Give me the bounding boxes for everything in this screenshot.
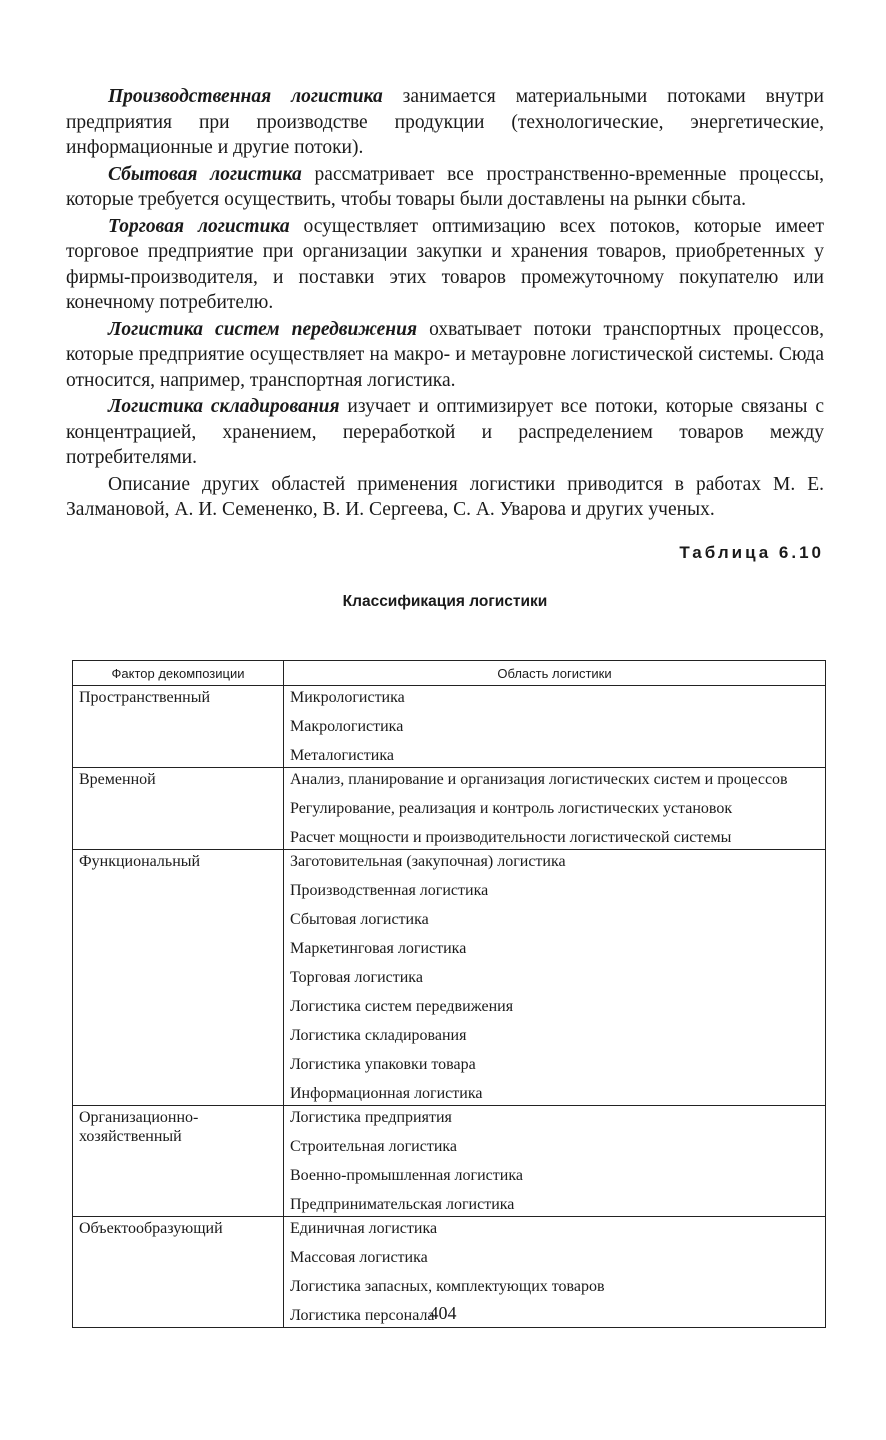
area-cell bbox=[284, 768, 826, 850]
term: Производственная логистика bbox=[108, 86, 383, 107]
term: Торговая логистика bbox=[108, 215, 290, 237]
area-item: Логистика запасных, комплектующих товаров bbox=[290, 1278, 605, 1295]
area-item: Массовая логистика bbox=[290, 1249, 428, 1266]
paragraph-text: охватывает потоки транспортных процессов, которые предприятие осуществляет на макро- и метауровне логистической системы. Сюда относится, например, транспортная логистика. bbox=[66, 318, 824, 391]
area-item: Логистика систем передвижения bbox=[290, 998, 514, 1015]
area-item: Логистика складирования bbox=[290, 1027, 467, 1044]
term: Логистика складирования bbox=[108, 396, 340, 417]
area-cell bbox=[284, 686, 826, 768]
area-item: Анализ, планирование и организация логистических систем и процессов bbox=[290, 771, 788, 788]
paragraph bbox=[66, 472, 824, 523]
table-header-row bbox=[73, 661, 826, 686]
paragraph bbox=[66, 394, 824, 471]
factor-label: Временной bbox=[79, 771, 156, 788]
area-item: Регулирование, реализация и контроль логистических установок bbox=[290, 800, 733, 817]
area-cell bbox=[284, 850, 826, 1106]
area-item: Маркетинговая логистика bbox=[290, 940, 467, 957]
factor-cell bbox=[73, 1106, 284, 1217]
area-item: Заготовительная (закупочная) логистика bbox=[290, 853, 566, 870]
area-item: Расчет мощности и производительности логистической системы bbox=[290, 829, 732, 846]
factor-label: Пространственный bbox=[79, 689, 210, 706]
paragraph-text: Описание других областей применения логистики приводится в работах М. Е. Залмановой, А. И. Семененко, В. И. Сергеева, С. А. Уварова и других ученых. bbox=[66, 473, 824, 520]
area-item: Металогистика bbox=[290, 747, 394, 764]
table-number: Таблица 6.10 bbox=[679, 542, 824, 562]
table-row bbox=[73, 1106, 826, 1217]
factor-label: Организационно-хозяйственный bbox=[79, 1109, 199, 1145]
area-item: Единичная логистика bbox=[290, 1220, 438, 1237]
factor-cell bbox=[73, 686, 284, 768]
paragraph-text: рассматривает все пространственно-временные процессы, которые требуется осуществить, чтобы товары были доставлены на рынки сбыта. bbox=[66, 163, 824, 210]
paragraph-text: осуществляет оптимизацию всех потоков, которые имеет торговое предприятие при организации закупки и хранения товаров, приобретенных у фирмы-производителя, и поставки этих товаров промежуточному покупателю или конечному потребителю. bbox=[66, 215, 824, 313]
column-header-area: Область логистики bbox=[284, 661, 826, 686]
area-item: Торговая логистика bbox=[290, 969, 423, 986]
term: Сбытовая логистика bbox=[108, 163, 302, 185]
paragraph bbox=[66, 162, 824, 213]
area-item: Логистика предприятия bbox=[290, 1109, 452, 1126]
factor-label: Объектообразующий bbox=[79, 1220, 223, 1237]
table-title: Классификация логистики bbox=[342, 592, 548, 610]
table-row bbox=[73, 686, 826, 768]
area-item: Микрологистика bbox=[290, 689, 405, 706]
factor-label: Функциональный bbox=[79, 853, 201, 870]
area-item: Логистика персонала bbox=[290, 1307, 435, 1324]
column-header-factor: Фактор декомпозиции bbox=[73, 661, 284, 686]
paragraph bbox=[66, 84, 824, 161]
table-row bbox=[73, 850, 826, 1106]
factor-cell bbox=[73, 850, 284, 1106]
area-item: Сбытовая логистика bbox=[290, 911, 429, 928]
paragraph bbox=[66, 214, 824, 316]
paragraph bbox=[66, 317, 824, 394]
area-item: Строительная логистика bbox=[290, 1138, 458, 1155]
area-cell bbox=[284, 1106, 826, 1217]
area-item: Логистика упаковки товара bbox=[290, 1056, 476, 1073]
area-item: Военно-промышленная логистика bbox=[290, 1167, 523, 1184]
table-body bbox=[73, 686, 826, 1328]
classification-table bbox=[72, 660, 826, 1328]
factor-cell bbox=[73, 768, 284, 850]
term: Логистика систем передвижения bbox=[108, 318, 418, 340]
table-row bbox=[73, 768, 826, 850]
page-body bbox=[66, 84, 824, 611]
paragraph-text: занимается материальными потоками внутри предприятия при производстве продукции (технологические, энергетические, информационные и другие потоки). bbox=[66, 86, 824, 158]
area-item: Производственная логистика bbox=[290, 882, 489, 899]
area-item: Макрологистика bbox=[290, 718, 404, 735]
area-item: Предпринимательская логистика bbox=[290, 1196, 515, 1213]
area-item: Информационная логистика bbox=[290, 1085, 483, 1102]
paragraph-text: изучает и оптимизирует все потоки, которые связаны с концентрацией, хранением, переработкой и распределением товаров между потребителями. bbox=[66, 396, 824, 468]
page-number: 404 bbox=[429, 1303, 457, 1323]
